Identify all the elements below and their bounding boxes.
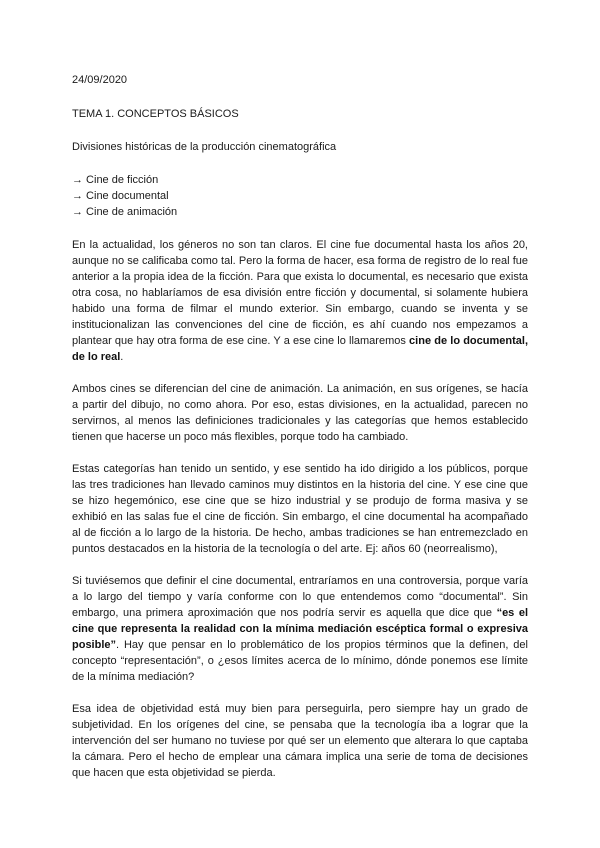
paragraph-1-text: En la actualidad, los géneros no son tan claros. El cine fue documental hasta los años 20, aunque no se calificaba como tal. Pero la forma de hacer, esa forma de registro de lo real fue anterior a la propia idea de la ficción. Para que exista lo documental, es necesario que exista otra cosa, no hablaríamos de esa división entre ficción y documental, si solamente hubiera habido una forma de filmar el mundo exterior. Sin embargo, cuando se inventa y se institucionalizan las convenciones del cine de ficción, es ahí cuando nos empezamos a plantear que hay otra forma de ese cine. Y a ese cine lo llamaremos: [72, 239, 528, 347]
paragraph-3: Estas categorías han tenido un sentido, y ese sentido ha ido dirigido a los públicos, porque las tres tradiciones han llevado caminos muy distintos en la historia del cine. Y ese cine que se hizo hegemónico, ese cine que se hizo industrial y se produjo de forma masiva y se exhibió en las salas fue el cine de ficción. Sin embargo, el cine documental ha acompañado al de ficción a lo largo de la historia. De hecho, ambas tradiciones se han entremezclado en puntos destacados en la historia de la tecnología o del arte. Ej: años 60 (neorrealismo),: [72, 463, 528, 555]
paragraph-2: Ambos cines se diferencian del cine de animación. La animación, en sus orígenes, se hacía a partir del dibujo, no como ahora. Por eso, estas divisiones, en la actualidad, parecen no servirnos, al menos las definiciones tradicionales y las categorías que hemos establecido tienen que hacerse un poco más flexibles, porque todo ha cambiado.: [72, 383, 528, 443]
paragraph-4-bold: “es el cine que representa la realidad con la mínima mediación escéptica formal o expresiva posible”: [72, 607, 529, 651]
paragraph-5: Esa idea de objetividad está muy bien para perseguirla, pero siempre hay un grado de subjetividad. En los orígenes del cine, se pensaba que la tecnología iba a lograr que la intervención del ser humano no tuviese por qué ser un elemento que alterara lo que captaba la cámara. Pero el hecho de emplear una cámara implica una serie de toma de decisiones que hacen que esta objetividad se pierda.: [72, 703, 528, 779]
genre-list: [72, 172, 528, 220]
page-title: TEMA 1. CONCEPTOS BÁSICOS: [72, 108, 239, 120]
paragraph-1-bold: cine de lo documental, de lo real: [72, 335, 528, 363]
paragraph-1: [72, 237, 528, 365]
list-item: → Cine de animación: [72, 206, 178, 218]
date: 24/09/2020: [72, 74, 128, 86]
section-subtitle: Divisiones históricas de la producción cinematográfica: [72, 141, 337, 153]
list-item: → Cine documental: [72, 190, 169, 202]
paragraph-4-end: . Hay que pensar en lo problemático de los propios términos que la definen, del concepto “representación”, o ¿esos límites acerca de lo mínimo, dónde ponemos ese límite de la mínima mediación?: [72, 639, 528, 683]
paragraph-4: [72, 573, 528, 685]
list-item: → Cine de ficción: [72, 174, 159, 186]
paragraph-4-text: Si tuviésemos que definir el cine documental, entraríamos en una controversia, porque varía a lo largo del tiempo y varía conforme con lo que entendemos como “documental”. Sin embargo, una primera aproximación que nos podría servir es aquella que dice que: [72, 575, 528, 619]
paragraph-1-end: .: [120, 351, 124, 363]
